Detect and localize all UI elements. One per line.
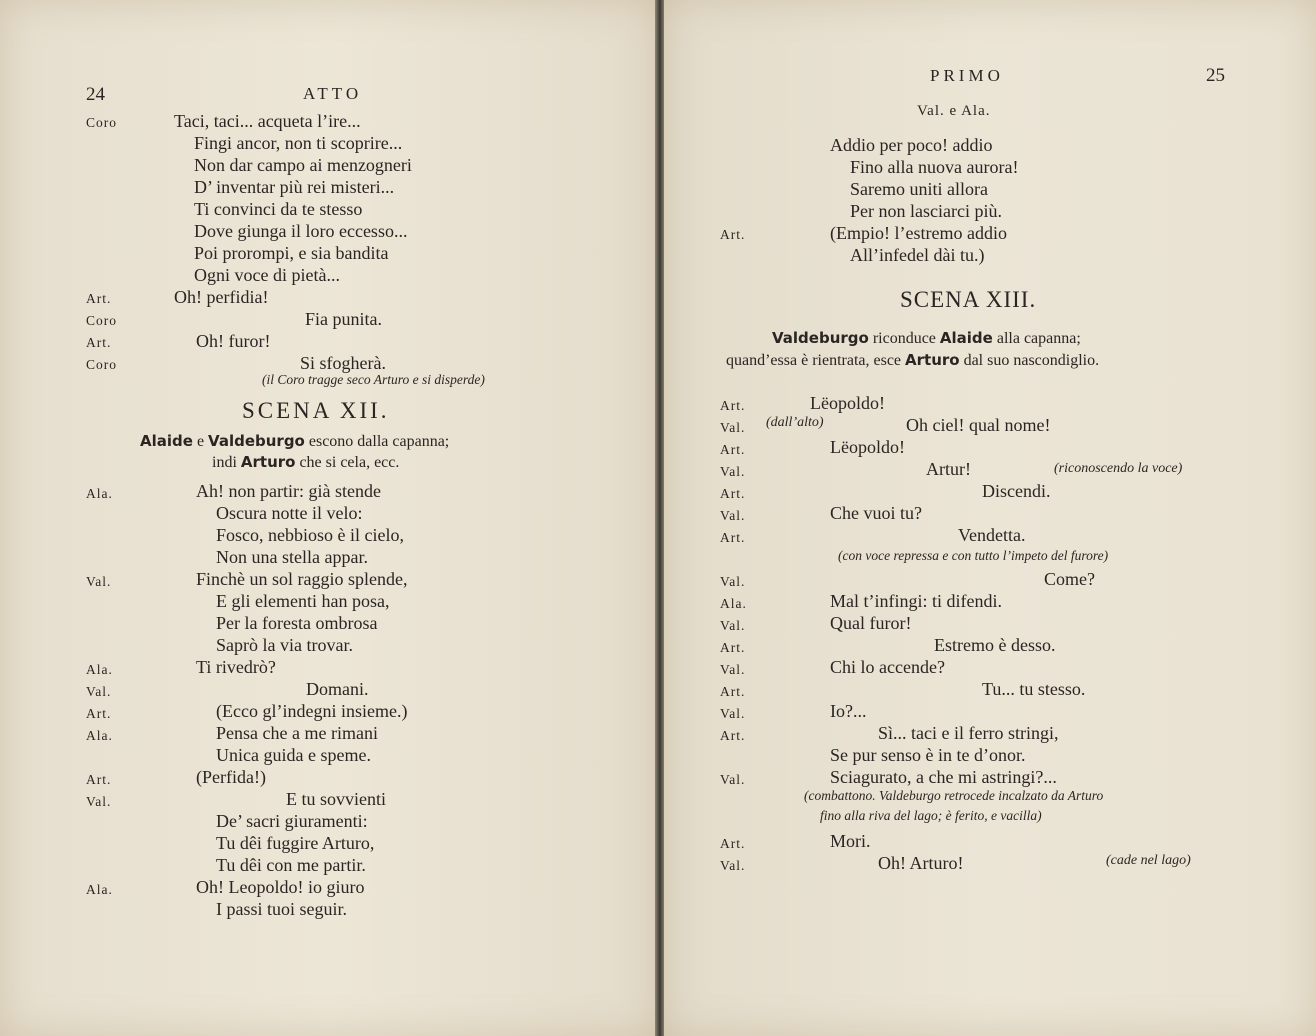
verse-line: Addio per poco! addio — [830, 135, 993, 155]
verse-line: Fino alla nuova aurora! — [850, 157, 1019, 177]
verse-line: Finchè un sol raggio splende, — [196, 569, 408, 589]
speaker: Val. — [720, 858, 746, 873]
speaker: Ala. — [86, 882, 113, 897]
speaker: Art. — [720, 530, 746, 545]
scene-title: SCENA XIII. — [900, 287, 1037, 312]
scene-description: quand’essa è rientrata, esce Arturo dal suo nascondiglio. — [726, 351, 1100, 369]
verse-line: Oh! Arturo! — [878, 853, 964, 873]
speaker: Val. — [720, 618, 746, 633]
speaker: Val. — [720, 772, 746, 787]
verse-line: Vendetta. — [958, 525, 1026, 545]
speaker: Art. — [720, 227, 746, 242]
speaker: Art. — [720, 728, 746, 743]
verse-line: Fia punita. — [305, 309, 382, 329]
verse-line: Fosco, nebbioso è il cielo, — [216, 525, 404, 545]
verse-line: Ti convinci da te stesso — [194, 199, 363, 219]
speaker: Ala. — [720, 596, 747, 611]
speaker: Art. — [720, 836, 746, 851]
running-head: PRIMO — [930, 66, 1004, 85]
verse-line: Lëopoldo! — [810, 393, 885, 413]
verse-line: Tu... tu stesso. — [982, 679, 1086, 699]
speaker: Val. — [720, 508, 746, 523]
page-number: 24 — [86, 84, 105, 105]
verse-line: (Perfida!) — [196, 767, 266, 787]
stage-direction: (con voce repressa e con tutto l’impeto del furore) — [838, 548, 1109, 563]
verse-line: Si sfogherà. — [300, 353, 386, 373]
speaker: Art. — [86, 291, 112, 306]
verse-line: Non una stella appar. — [216, 547, 368, 567]
verse-line: Ti rivedrò? — [196, 657, 276, 677]
speaker: Coro — [86, 115, 117, 130]
speaker: Art. — [86, 772, 112, 787]
stage-direction: fino alla riva del lago; è ferito, e vacilla) — [820, 808, 1042, 823]
verse-line: Mal t’infingi: ti difendi. — [830, 591, 1002, 611]
verse-line: Fingi ancor, non ti scoprire... — [194, 133, 403, 153]
verse-line: Saremo uniti allora — [850, 179, 988, 199]
verse-line: Ah! non partir: già stende — [196, 481, 381, 501]
speaker: Art. — [720, 684, 746, 699]
verse-line: E gli elementi han posa, — [216, 591, 390, 611]
speaker: Art. — [86, 706, 112, 721]
verse-line: Per la foresta ombrosa — [216, 613, 378, 633]
verse-line: (Ecco gl’indegni insieme.) — [216, 701, 408, 721]
verse-line: Sciagurato, a che mi astringi?... — [830, 767, 1057, 787]
verse-line: Oscura notte il velo: — [216, 503, 363, 523]
verse-line: Oh ciel! qual nome! — [906, 415, 1051, 435]
verse-line: Se pur senso è in te d’onor. — [830, 745, 1026, 765]
stage-direction: (il Coro tragge seco Arturo e si disperde) — [262, 372, 485, 387]
verse-line: Sì... taci e il ferro stringi, — [878, 723, 1059, 743]
speaker: Ala. — [86, 728, 113, 743]
speaker: Val. — [86, 684, 112, 699]
speaker: Val. — [720, 662, 746, 677]
stage-direction: (riconoscendo la voce) — [1054, 461, 1183, 476]
stage-direction: (combattono. Valdeburgo retrocede incalzato da Arturo — [804, 788, 1104, 803]
speaker: Coro — [86, 313, 117, 328]
verse-line: D’ inventar più rei misteri... — [194, 177, 395, 197]
verse-line: Taci, taci... acqueta l’ire... — [174, 111, 361, 131]
verse-line: Non dar campo ai menzogneri — [194, 155, 412, 175]
verse-line: De’ sacri giuramenti: — [216, 811, 368, 831]
verse-line: Ogni voce di pietà... — [194, 265, 340, 285]
verse-line: Unica guida e speme. — [216, 745, 371, 765]
verse-line: Che vuoi tu? — [830, 503, 922, 523]
left-page — [0, 0, 657, 1036]
verse-line: Artur! — [926, 459, 971, 479]
speaker: Val. — [720, 706, 746, 721]
verse-line: Tu dêi con me partir. — [216, 855, 366, 875]
verse-line: Qual furor! — [830, 613, 912, 633]
verse-line: Io?... — [830, 701, 867, 721]
speaker: Val. — [720, 420, 746, 435]
scene-title: SCENA XII. — [242, 398, 390, 423]
running-head: ATTO — [303, 84, 363, 103]
verse-line: Lëopoldo! — [830, 437, 905, 457]
verse-line: Tu dêi fuggire Arturo, — [216, 833, 375, 853]
speaker: Art. — [86, 335, 112, 350]
verse-line: Mori. — [830, 831, 871, 851]
verse-line: I passi tuoi seguir. — [216, 899, 347, 919]
page-number: 25 — [1206, 65, 1225, 86]
verse-line: Saprò la via trovar. — [216, 635, 353, 655]
speaker: Val. — [86, 794, 112, 809]
verse-line: Dove giunga il loro eccesso... — [194, 221, 408, 241]
speaker: Art. — [720, 442, 746, 457]
speaker: Val. — [86, 574, 112, 589]
verse-line: Pensa che a me rimani — [216, 723, 378, 743]
scene-description: Valdeburgo riconduce Alaide alla capanna; — [772, 329, 1081, 347]
speaker: Val. — [720, 464, 746, 479]
verse-line: Come? — [1044, 569, 1095, 589]
verse-line: E tu sovvienti — [286, 789, 386, 809]
speaker: Ala. — [86, 662, 113, 677]
verse-line: (Empio! l’estremo addio — [830, 223, 1007, 243]
verse-line: Discendi. — [982, 481, 1051, 501]
right-page — [664, 0, 1316, 1036]
stage-direction: (dall’alto) — [766, 415, 824, 430]
stage-direction: (cade nel lago) — [1106, 853, 1191, 868]
verse-line: Chi lo accende? — [830, 657, 945, 677]
verse-line: All’infedel dài tu.) — [850, 245, 985, 265]
speaker: Coro — [86, 357, 117, 372]
speaker: Art. — [720, 640, 746, 655]
verse-line: Domani. — [306, 679, 369, 699]
duet-heading: Val. e Ala. — [917, 103, 991, 119]
verse-line: Oh! perfidia! — [174, 287, 269, 307]
speaker: Ala. — [86, 486, 113, 501]
speaker: Val. — [720, 574, 746, 589]
verse-line: Per non lasciarci più. — [850, 201, 1002, 221]
scene-description: indi Arturo che si cela, ecc. — [212, 453, 400, 471]
verse-line: Estremo è desso. — [934, 635, 1056, 655]
verse-line: Poi prorompi, e sia bandita — [194, 243, 389, 263]
verse-line: Oh! Leopoldo! io giuro — [196, 877, 365, 897]
scene-description: Alaide e Valdeburgo escono dalla capanna; — [140, 432, 450, 450]
verse-line: Oh! furor! — [196, 331, 271, 351]
speaker: Art. — [720, 486, 746, 501]
speaker: Art. — [720, 398, 746, 413]
